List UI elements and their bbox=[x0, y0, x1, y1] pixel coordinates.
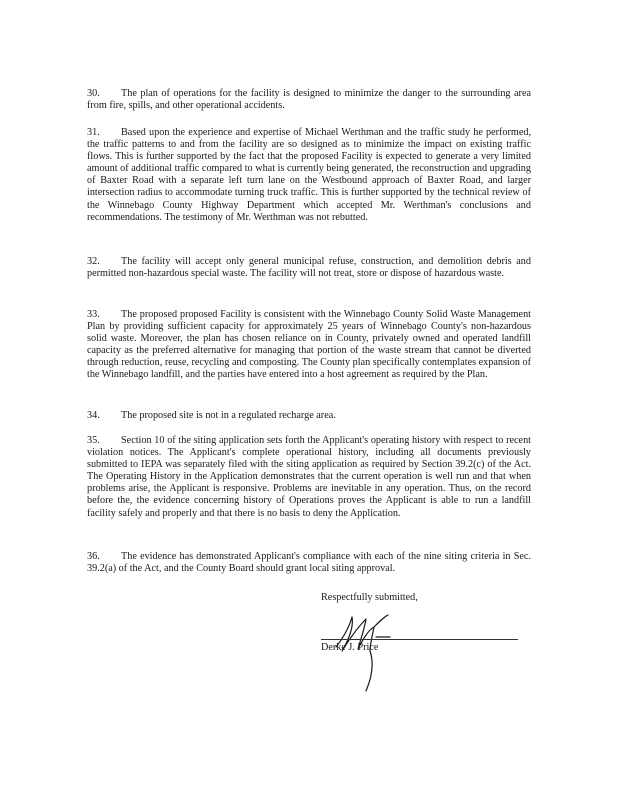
paragraph-text: The plan of operations for the facility is designed to minimize the danger to the surrounding area from fire, spills, and other operational accidents. bbox=[87, 88, 531, 112]
paragraph-30 bbox=[87, 88, 531, 112]
paragraph-34 bbox=[87, 410, 531, 422]
paragraph-text: Section 10 of the siting application sets forth the Applicant's operating history with respect to recent violation notices. The Applicant's complete operational history, including all documents previously submitted to IEPA was separately filed with the siting application as required by Section 39.2(c) of the Act. The Operating History in the Application demonstrates that the current operation is well run and that when problems arise, the Applicant is responsive. Problems are inevitable in any operation. Thus, on the record before the, the evidence concerning history of Operations proves the Applicant is able to run a landfill facility safely and properly and that there is no basis to deny the Application. bbox=[87, 435, 531, 519]
paragraph-number: 31. bbox=[87, 127, 100, 138]
paragraph-text: Based upon the experience and expertise of Michael Werthman and the traffic study he performed, the traffic patterns to and from the facility are so designed as to minimize the impact on existing traffic flows. This is further supported by the fact that the proposed Facility is expected to generate a very limited amount of additional traffic compared to what is currently being generated, the reconstruction and upgrading of Baxter Road with a separate left turn lane on the Westbound approach of Baxter Road, and larger intersection radius to accommodate turning truck traffic. This is further supported by the technical review of the Winnebago County Highway Department which accepted Mr. Werthman's conclusions and recommendations. The testimony of Mr. Werthman was not rebutted. bbox=[87, 127, 531, 223]
paragraph-number: 32. bbox=[87, 256, 100, 267]
paragraph-text: The proposed proposed Facility is consistent with the Winnebago County Solid Waste Management Plan by providing sufficient capacity for approximately 25 years of Winnebago County's non-hazardous solid waste. Moreover, the plan has chosen reliance on in County, privately owned and operated landfill capacity as the preferred alternative for managing that portion of the waste stream that cannot be diverted through reduction, reuse, recycling and composting. The County plan specifically contemplates expansion of the Winnebago landfill, and the parties have entered into a host agreement as required by the Plan. bbox=[87, 309, 531, 381]
paragraph-number: 35. bbox=[87, 435, 100, 446]
closing-text: Respectfully submitted, bbox=[321, 592, 418, 603]
paragraph-text: The evidence has demonstrated Applicant's compliance with each of the nine siting criteria in Sec. 39.2(a) of the Act, and the County Board should grant local siting approval. bbox=[87, 551, 531, 575]
paragraph-number: 34. bbox=[87, 410, 100, 421]
paragraph-36 bbox=[87, 551, 531, 575]
paragraph-text: The proposed site is not in a regulated recharge area. bbox=[121, 410, 336, 421]
paragraph-32 bbox=[87, 256, 531, 280]
signature-line bbox=[321, 639, 518, 640]
paragraph-number: 30. bbox=[87, 88, 100, 99]
paragraph-31 bbox=[87, 127, 531, 224]
paragraph-number: 36. bbox=[87, 551, 100, 562]
paragraph-number: 33. bbox=[87, 309, 100, 320]
signer-name: Derke J. Price bbox=[321, 642, 379, 653]
paragraph-35 bbox=[87, 435, 531, 520]
paragraph-33 bbox=[87, 309, 531, 382]
paragraph-text: The facility will accept only general municipal refuse, construction, and demolition debris and permitted non-hazardous special waste. The facility will not treat, store or dispose of hazardous waste. bbox=[87, 256, 531, 280]
